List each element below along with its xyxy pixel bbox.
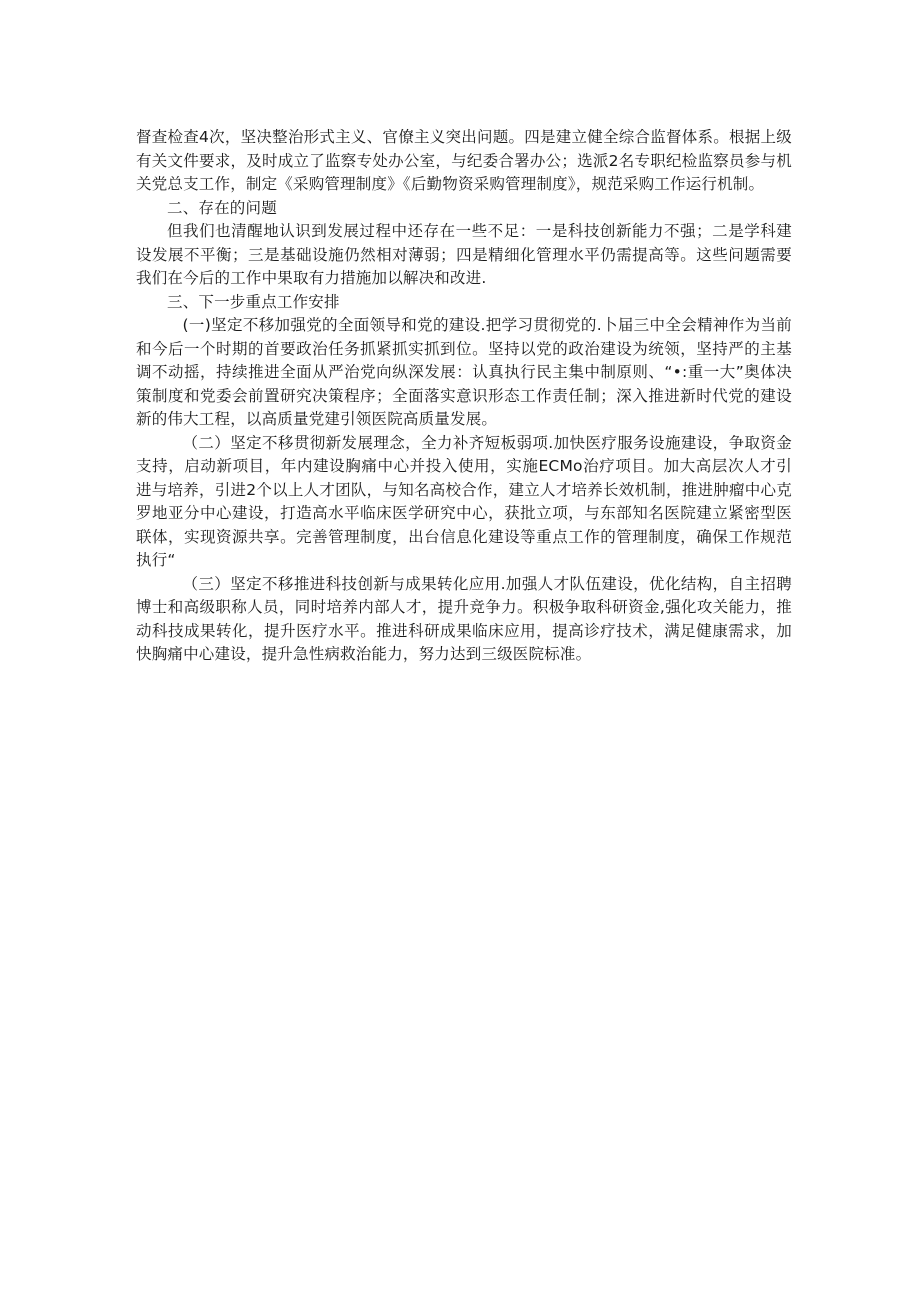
paragraph-problems: 但我们也清醒地认识到发展过程中还存在一些不足：一是科技创新能力不强；二是学科建设发展不平衡；三是基础设施仍然相对薄弱；四是精细化管理水平仍需提高等。这些问题需要我们在今后的工作中果取有力措施加以解决和改进.	[136, 222, 792, 287]
paragraph-tech-innovation: （三）坚定不移推进科技创新与成果转化应用.加强人才队伍建设，优化结构，自主招聘博士和高级职称人员，同时培养内部人才，提升竞争力。积极争取科研资金,强化攻关能力，推动科技成果转化，提升医疗水平。推进科研成果临床应用，提高诊疗技术，满足健康需求，加快胸痛中心建设，提升急性病救治能力，努力达到三级医院标准。	[136, 574, 792, 663]
paragraph-development-concept: （二）坚定不移贯彻新发展理念，全力补齐短板弱项.加快医疗服务设施建设，争取资金支持，启动新项目，年内建设胸痛中心并投入使用，实施ECMo治疗项目。加大高层次人才引进与培养，引进2个以上人才团队，与知名高校合作，建立人才培养长效机制，推进肿瘤中心克罗地亚分中心建设，打造高水平临床医学研究中心，获批立项，与东部知名医院建立紧密型医联体，实现资源共享。完善管理制度，出台信息化建设等重点工作的管理制度，确保工作规范执行“	[136, 433, 792, 569]
document-body	[136, 126, 792, 667]
section-heading-next-steps: 三、下一步重点工作安排	[167, 292, 340, 311]
paragraph-supervision-system: 督查检查4次，坚决整治形式主义、官僚主义突出问题。四是建立健全综合监督体系。根据上级有关文件要求，及时成立了监察专处办公室，与纪委合署办公；选派2名专职纪检监察员参与机关党总支工作，制定《采购管理制度》《后勤物资采购管理制度》，规范采购工作运行机制。	[136, 128, 792, 193]
section-heading-problems: 二、存在的问题	[167, 198, 277, 217]
paragraph-party-leadership: (一)坚定不移加强党的全面领导和党的建设.把学习贯彻党的.卜届三中全会精神作为当前和今后一个时期的首要政治任务抓紧抓实抓到位。坚持以党的政治建设为统领，坚持严的主基调不动摇，持续推进全面从严治党向纵深发展：认真执行民主集中制原则、“•:重一大”奥体决策制度和党委会前置研究决策程序；全面落实意识形态工作责任制；深入推进新时代党的建设新的伟大工程，以高质量党建引领医院高质量发展。	[136, 316, 792, 428]
